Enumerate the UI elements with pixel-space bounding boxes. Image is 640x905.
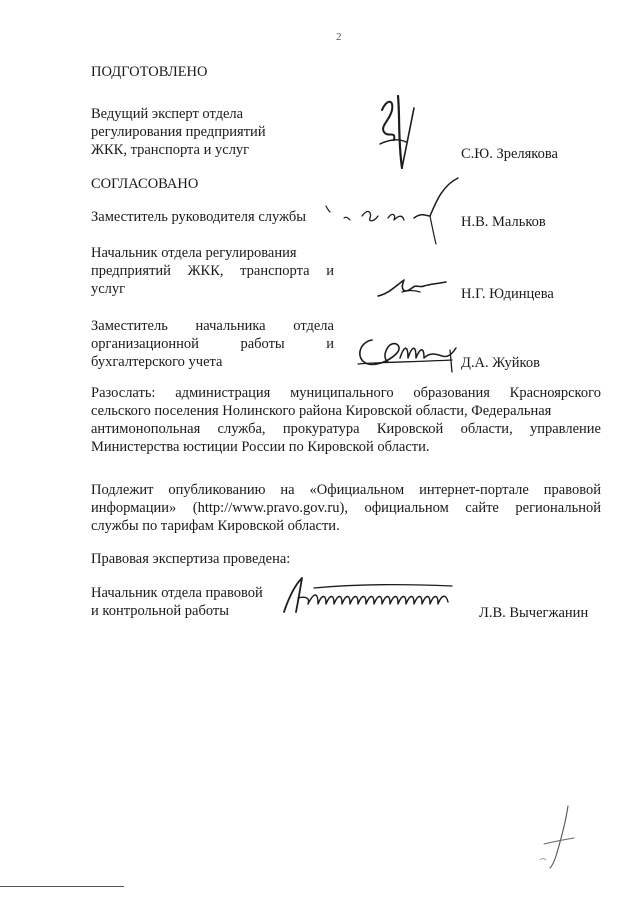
prepared-heading: ПОДГОТОВЛЕНО — [91, 64, 208, 80]
distribution-line — [91, 421, 601, 438]
word: отдела — [293, 318, 334, 334]
agreed-position-line: Начальник отдела регулирования — [91, 245, 297, 261]
legal-review-position-line: и контрольной работы — [91, 603, 229, 619]
word: области, — [460, 421, 513, 437]
word: начальника — [195, 318, 266, 334]
agreed-position-line: Заместитель руководителя службы — [91, 209, 307, 225]
word: (http://www.pravo.gov.ru), — [192, 500, 348, 516]
agreed-signatory-name: Н.Г. Юдинцева — [461, 286, 554, 302]
prepared-position-line: ЖКК, транспорта и услуг — [91, 142, 250, 158]
word: опубликованию — [168, 482, 266, 498]
distribution-line: Министерства юстиции России по Кировской области. — [91, 439, 430, 455]
word: транспорта — [240, 263, 310, 279]
signature-zrelyakova-icon — [372, 88, 422, 178]
word: ЖКК, — [187, 263, 224, 279]
word: Красноярского — [509, 385, 601, 401]
signature-vychegzhanin-icon — [276, 572, 460, 618]
agreed-signatory-name: Д.А. Жуйков — [461, 355, 540, 371]
word: прокуратура — [282, 421, 360, 437]
page-number: 2 — [336, 31, 342, 43]
word: правовой — [543, 482, 601, 498]
prepared-position-line: Ведущий эксперт отдела — [91, 106, 244, 122]
word: на — [280, 482, 295, 498]
agreed-position-line — [91, 336, 334, 353]
publication-line: службы по тарифам Кировской области. — [91, 518, 340, 534]
agreed-position-line — [91, 318, 334, 335]
legal-review-position-line: Начальник отдела правовой — [91, 585, 263, 601]
word: региональной — [515, 500, 601, 516]
word: официальном — [364, 500, 449, 516]
word: антимонопольная — [91, 421, 201, 437]
word: муниципального — [290, 385, 394, 401]
signature-zhuykov-icon — [352, 332, 464, 374]
signature-yudintseva-icon — [374, 270, 454, 304]
word: работы — [240, 336, 285, 352]
word: и — [326, 263, 334, 279]
footnote-rule — [0, 886, 124, 887]
publication-line — [91, 500, 601, 517]
word: и — [326, 336, 334, 352]
word: «Официальном — [309, 482, 405, 498]
agreed-position-line: бухгалтерского учета — [91, 354, 223, 370]
legal-review-signatory-name: Л.В. Вычегжанин — [479, 605, 589, 621]
word: образования — [413, 385, 490, 401]
publication-line — [91, 482, 601, 499]
agreed-position-line — [91, 263, 334, 280]
word: организационной — [91, 336, 199, 352]
distribution-line: сельского поселения Нолинского района Кировской области, Федеральная — [91, 403, 552, 419]
word: служба, — [217, 421, 266, 437]
word: интернет-портале — [419, 482, 529, 498]
agreed-heading: СОГЛАСОВАНО — [91, 176, 199, 192]
word: информации» — [91, 500, 177, 516]
agreed-position-line: услуг — [91, 281, 126, 297]
distribution-line — [91, 385, 601, 402]
prepared-signatory-name: С.Ю. Зрелякова — [461, 146, 558, 162]
initial-mark-icon — [534, 800, 584, 870]
agreed-signatory-name: Н.В. Мальков — [461, 214, 546, 230]
legal-review-heading: Правовая экспертиза проведена: — [91, 551, 291, 567]
word: администрация — [175, 385, 271, 401]
word: Подлежит — [91, 482, 154, 498]
word: сайте — [465, 500, 499, 516]
word: предприятий — [91, 263, 171, 279]
word: Разослать: — [91, 385, 156, 401]
word: Кировской — [376, 421, 444, 437]
word: управление — [529, 421, 601, 437]
prepared-position-line: регулирования предприятий — [91, 124, 266, 140]
signature-malkov-icon — [318, 172, 466, 252]
word: Заместитель — [91, 318, 168, 334]
